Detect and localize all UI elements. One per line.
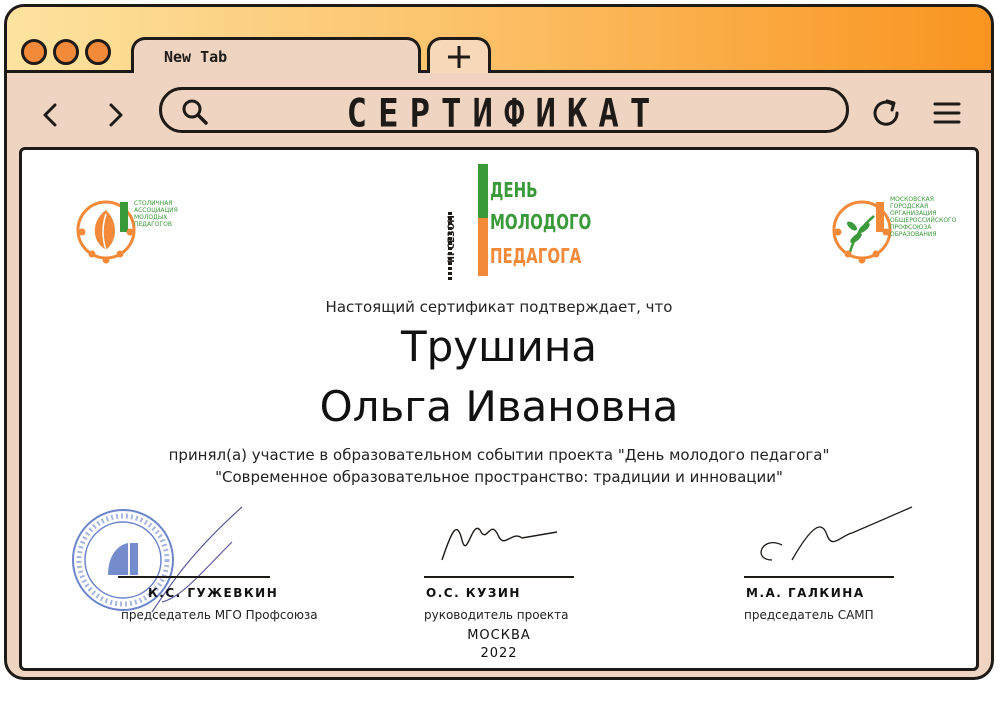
signatory-role: руководитель проекта: [424, 608, 569, 622]
city: МОСКВА: [467, 628, 531, 643]
maximize-window-button[interactable]: [85, 39, 111, 65]
signature-1: [142, 502, 252, 622]
samp-logo-text: СТОЛИЧНАЯ АССОЦИАЦИЯ МОЛОДЫХ ПЕДАГОГОВ: [134, 200, 178, 228]
address-text: СЕРТИФИКАТ: [346, 91, 662, 137]
logo-line-1: ДЕНЬ: [490, 178, 538, 202]
logo-line-2: МОЛОДОГО: [490, 210, 592, 234]
year: 2022: [480, 646, 518, 661]
tab-new-tab[interactable]: [131, 37, 421, 73]
season-label: III СЕЗОН: [446, 215, 457, 263]
logo-line-3: ПЕДАГОГА: [490, 244, 582, 268]
signature-line: [424, 576, 574, 578]
mgo-logo-text: МОСКОВСКАЯ ГОРОДСКАЯ ОРГАНИЗАЦИЯ ОБЩЕРОССИЙСКОГО ПРОФСОЮЗА ОБРАЗОВАНИЯ: [890, 196, 957, 238]
signature-2: [432, 510, 562, 570]
title-bar: [7, 7, 991, 73]
signatory-name: М.А. ГАЛКИНА: [746, 586, 865, 600]
samp-logo: [72, 180, 192, 270]
reload-icon[interactable]: [867, 93, 907, 133]
signatory-name: К.С. ГУЖЕВКИН: [148, 586, 279, 600]
mgo-emblem-icon: [828, 180, 898, 270]
signature-line: [744, 576, 894, 578]
signature-line: [118, 576, 270, 578]
plus-icon: [430, 40, 488, 73]
logo-bar-orange: [478, 218, 488, 276]
event-title: "Современное образовательное пространство: традиции и инновации": [215, 468, 783, 486]
logo-bar-green: [478, 164, 488, 218]
tab-label: New Tab: [164, 48, 228, 66]
signature-3: [752, 505, 922, 575]
menu-icon[interactable]: [929, 95, 965, 131]
recipient-given-names: Ольга Ивановна: [319, 382, 679, 431]
browser-window: [4, 4, 994, 680]
samp-emblem-icon: [72, 180, 142, 270]
signatory-role: председатель МГО Профсоюза: [121, 608, 318, 622]
close-window-button[interactable]: [21, 39, 47, 65]
signatory-name: О.С. КУЗИН: [426, 586, 521, 600]
event-logo: [442, 164, 602, 284]
back-icon[interactable]: [33, 97, 69, 133]
intro-text: Настоящий сертификат подтверждает, что: [325, 298, 673, 316]
forward-icon[interactable]: [97, 97, 133, 133]
address-bar[interactable]: [159, 87, 849, 137]
mgo-logo: [828, 180, 968, 270]
recipient-surname: Трушина: [400, 322, 598, 371]
participation-text: принял(а) участие в образовательном событии проекта "День молодого педагога": [168, 446, 830, 464]
new-tab-button[interactable]: [427, 37, 491, 73]
signatory-role: председатель САМП: [744, 608, 874, 622]
minimize-window-button[interactable]: [53, 39, 79, 65]
certificate-page: [19, 147, 979, 671]
